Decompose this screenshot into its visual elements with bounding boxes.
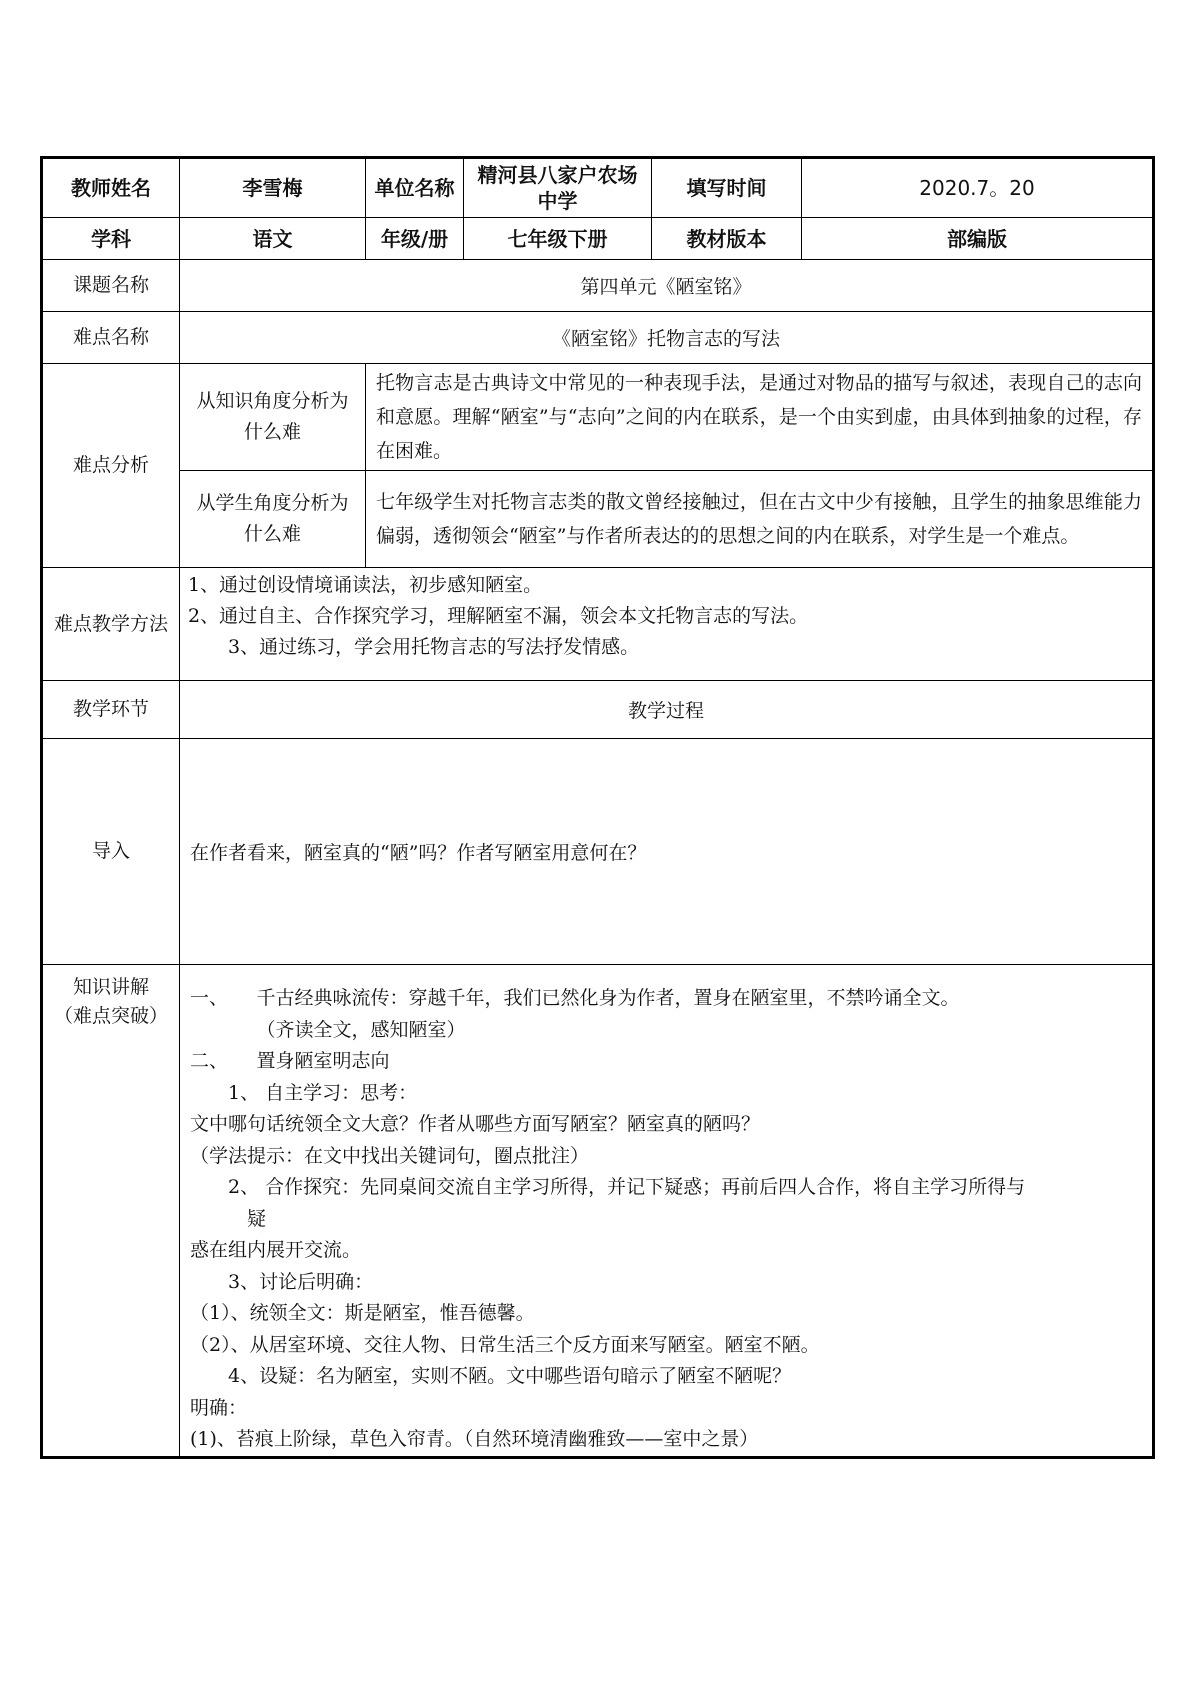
- knowledge-line: 明确：: [190, 1396, 248, 1419]
- knowledge-label-line1: 知识讲解: [72, 976, 149, 998]
- knowledge-label: [42, 965, 180, 1458]
- unit-label: 单位名称: [366, 158, 464, 218]
- knowledge-line: 4、设疑：名为陋室，实则不陋。文中哪些语句暗示了陋室不陋呢？: [190, 1365, 792, 1387]
- knowledge-angle-label-line2: 什么难: [243, 421, 301, 443]
- subject-value: 语文: [180, 218, 366, 260]
- knowledge-line: 一、 千古经典咏流传：穿越千年，我们已然化身为作者，置身在陋室里，不禁吟诵全文。: [190, 987, 960, 1009]
- header-row-2: [42, 218, 1154, 260]
- student-angle-text: 七年级学生对托物言志类的散文曾经接触过，但在古文中少有接触，且学生的抽象思维能力偏弱，透彻领会“陋室”与作者所表达的的思想之间的内在联系，对学生是一个难点。: [366, 471, 1154, 568]
- difficulty-label: 难点名称: [42, 312, 180, 364]
- knowledge-line: 1、 自主学习：思考：: [190, 1081, 418, 1104]
- topic-label: 课题名称: [42, 260, 180, 312]
- knowledge-line: （2）、从居室环境、交往人物、日常生活三个反方面来写陋室。陋室不陋。: [190, 1333, 820, 1356]
- analysis-knowledge-row: [42, 364, 1154, 471]
- student-angle-label-line2: 什么难: [243, 523, 301, 545]
- date-label: 填写时间: [652, 158, 802, 218]
- edition-value: 部编版: [802, 218, 1154, 260]
- methods-item-3: 3、通过练习，学会用托物言志的写法抒发情感。: [228, 636, 640, 658]
- process-label: 教学过程: [180, 681, 1154, 739]
- knowledge-line: 二、 置身陋室明志向: [190, 1050, 390, 1072]
- process-header-row: [42, 681, 1154, 739]
- knowledge-line: 惑在组内展开交流。: [190, 1239, 362, 1261]
- date-value: 2020.7。20: [802, 158, 1154, 218]
- process-stage-label: 教学环节: [42, 681, 180, 739]
- knowledge-content: [180, 965, 1154, 1458]
- topic-row: [42, 260, 1154, 312]
- unit-value-line1: 精河县八家户农场: [477, 163, 638, 187]
- teacher-value: 李雪梅: [180, 158, 366, 218]
- unit-value: [464, 158, 652, 218]
- knowledge-label-line2: （难点突破）: [53, 1005, 168, 1027]
- analysis-label: 难点分析: [42, 364, 180, 568]
- methods-label: 难点教学方法: [42, 568, 180, 681]
- student-angle-label-line1: 从学生角度分析为: [196, 492, 349, 514]
- knowledge-line: 3、讨论后明确：: [190, 1270, 374, 1293]
- header-row-1: [42, 158, 1154, 218]
- difficulty-value: 《陋室铭》托物言志的写法: [180, 312, 1154, 364]
- topic-value: 第四单元《陋室铭》: [180, 260, 1154, 312]
- knowledge-angle-label-line1: 从知识角度分析为: [196, 390, 349, 412]
- methods-row: [42, 568, 1154, 681]
- unit-value-line2: 中学: [537, 189, 578, 213]
- intro-text: 在作者看来，陋室真的“陋”吗？作者写陋室用意何在？: [180, 739, 1154, 965]
- knowledge-line: (1)、苔痕上阶绿，草色入帘青。（自然环境清幽雅致——室中之景）: [190, 1428, 759, 1450]
- intro-label: 导入: [42, 739, 180, 965]
- methods-item-2: 2、通过自主、合作探究学习，理解陋室不漏，领会本文托物言志的写法。: [188, 605, 809, 627]
- knowledge-angle-label: [180, 364, 366, 471]
- teacher-label: 教师姓名: [42, 158, 180, 218]
- methods-item-1: 1、通过创设情境诵读法，初步感知陋室。: [188, 574, 543, 596]
- knowledge-line: 文中哪句话统领全文大意？作者从哪些方面写陋室？陋室真的陋吗？: [190, 1113, 761, 1135]
- analysis-student-row: [42, 471, 1154, 568]
- edition-label: 教材版本: [652, 218, 802, 260]
- intro-row: [42, 739, 1154, 965]
- methods-list: [180, 568, 1154, 681]
- difficulty-row: [42, 312, 1154, 364]
- knowledge-line: （齐读全文，感知陋室）: [190, 1018, 466, 1041]
- subject-label: 学科: [42, 218, 180, 260]
- grade-label: 年级/册: [366, 218, 464, 260]
- student-angle-label: [180, 471, 366, 568]
- lesson-plan-table: [40, 156, 1155, 1459]
- knowledge-angle-text: 托物言志是古典诗文中常见的一种表现手法，是通过对物品的描写与叙述，表现自己的志向和意愿。理解“陋室”与“志向”之间的内在联系，是一个由实到虚，由具体到抽象的过程，存在困难。: [366, 364, 1154, 471]
- knowledge-line: （1）、统领全文：斯是陋室，惟吾德馨。: [190, 1302, 535, 1324]
- knowledge-row: [42, 965, 1154, 1458]
- grade-value: 七年级下册: [464, 218, 652, 260]
- knowledge-line: 疑: [190, 1207, 267, 1230]
- knowledge-line: （学法提示：在文中找出关键词句，圈点批注）: [190, 1144, 590, 1167]
- knowledge-line: 2、 合作探究：先同桌间交流自主学习所得，并记下疑惑；再前后四人合作，将自主学习所得与: [190, 1176, 1026, 1198]
